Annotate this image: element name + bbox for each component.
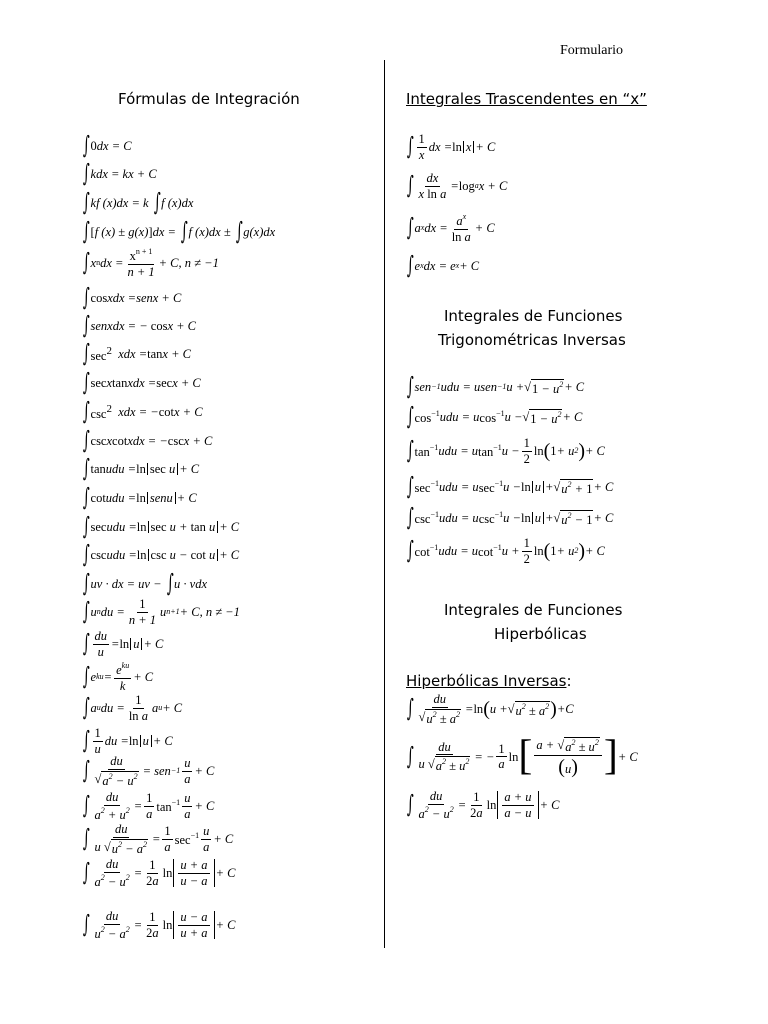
hyperbolic-inverse-title-text: Hiperbólicas Inversas	[406, 672, 567, 690]
formula-20: ∫ a u du = $\frac{1}{\text{ln a}}$ a u + C	[82, 693, 183, 723]
formula-19: ∫ e ku = $\frac{e^{ku}}{k}$ + C	[82, 661, 154, 693]
formula-17: ∫ u n du = $\frac{1}{n + 1}$ u n+1 + C, n ≠ −1	[82, 597, 240, 627]
formula-7: ∫ senxdx = − cos x + C	[82, 311, 197, 339]
trig-inverse-title-2: Trigonométricas Inversas	[438, 331, 626, 349]
formula-h1: ∫ du √ $u^2 \pm a^2$ = ln ( u + √ $u^2 \pm a^2$ ) +C	[406, 692, 574, 726]
hyperbolic-inverse-title	[406, 672, 572, 690]
formula-1: ∫ 0 dx = C	[82, 131, 132, 159]
formula-23: ∫ $\frac{du}{a^2 + u^2}$ = $\frac{1}{a}$ $\tan^{-1}$ $\frac{u}{a}$ + C	[82, 790, 215, 822]
formula-25: ∫ $\frac{du}{a^2 - u^2}$ = $\frac{1}{2a}$ ln $\frac{u + a}{u - a}$ + C	[82, 857, 236, 889]
formula-15: ∫ csc udu = ln csc u − cot u + C	[82, 540, 240, 568]
formula-22: ∫ du √ $a^2 - u^2$ = sen −1 $\frac{u}{a}$ + C	[82, 754, 215, 788]
formula-8: ∫ $\sec^2$ xdx = tan x + C	[82, 339, 191, 367]
formula-t3: ∫ a x dx = $\frac{a^x}{\text{ln a}}$ + C	[406, 212, 495, 244]
formula-ti2: ∫ $\cos^{-1}$ udu = u $\cos^{-1}$ u − √ $1 - u^2$ + C	[406, 402, 583, 430]
column-divider	[384, 60, 385, 948]
formula-h3: ∫ $\frac{du}{a^2 - u^2}$ = $\frac{1}{2a}$ ln $\frac{a + u}{a - u}$ + C	[406, 789, 560, 821]
formula-t4: ∫ e x dx = e x + C	[406, 251, 480, 279]
left-section-title: Fórmulas de Integración	[118, 90, 300, 108]
trig-inverse-title-1: Integrales de Funciones	[444, 307, 623, 325]
formula-18: ∫ $\frac{du}{u}$ = ln u + C	[82, 629, 164, 659]
formula-6: ∫ cos xdx =senx + C	[82, 283, 182, 311]
page-header: Formulario	[560, 43, 623, 58]
formula-ti4: ∫ $\sec^{-1}$ udu = u $\sec^{-1}$ u − ln u + √ $u^2 + 1$ + C	[406, 472, 614, 500]
formula-ti3: ∫ $\tan^{-1}$ udu = u $\tan^{-1}$ u − $\frac{1}{2}$ ln ( 1 + u 2 ) + C	[406, 436, 605, 466]
formula-16: ∫ uv · dx = uv − ∫ u · vdx	[82, 569, 208, 597]
formula-3: ∫ kf (x)dx = k ∫ f (x)dx	[82, 188, 194, 216]
formula-4: ∫ [ f (x) ± g(x) ] dx = ∫ f (x)dx ± ∫ g(x)dx	[82, 217, 276, 245]
formula-14: ∫ sec udu = ln sec u + tan u + C	[82, 512, 240, 540]
formula-12: ∫ tan udu = ln sec u + C	[82, 454, 200, 482]
formula-ti1: ∫ sen −1 udu = usen −1 u + √ $1 - u^2$ + C	[406, 372, 585, 400]
hyperbolic-title-1: Integrales de Funciones	[444, 601, 623, 619]
formula-5: ∫ x n dx = $\frac{x^{n + 1}}{n + 1}$ + C, n ≠ −1	[82, 247, 219, 279]
hyperbolic-title-2: Hiperbólicas	[494, 625, 587, 643]
hyperbolic-inverse-title-colon: :	[566, 672, 572, 690]
formula-t2: ∫ $\frac{dx}{\text{x ln a}}$ = log a x + C	[406, 171, 508, 201]
formula-h2: ∫ du u √ $a^2 \pm u^2$ = − $\frac{1}{a}$ ln [ a + √ $a^2 \pm u^2$ (u) ] + C	[406, 732, 638, 779]
formula-24: ∫ du u √ $u^2 - a^2$ = $\frac{1}{a}$ $\sec^{-1}$ $\frac{u}{a}$ + C	[82, 822, 234, 856]
formula-2: ∫ kdx = kx + C	[82, 159, 157, 187]
formula-t1: ∫ $\frac{1}{x}$ dx = ln x + C	[406, 132, 496, 162]
formula-10: ∫ $\csc^2$ xdx = − cot x + C	[82, 397, 203, 425]
formula-26: ∫ $\frac{du}{u^2 - a^2}$ = $\frac{1}{2a}$ ln $\frac{u - a}{u + a}$ + C	[82, 909, 236, 941]
formula-21: ∫ $\frac{1}{u}$ du = ln u + C	[82, 726, 173, 756]
formula-ti5: ∫ $\csc^{-1}$ udu = u $\csc^{-1}$ u − ln u + √ $u^2 - 1$ + C	[406, 503, 614, 531]
formula-9: ∫ sec x tan xdx = sec x + C	[82, 368, 201, 396]
formula-ti6: ∫ $\cot^{-1}$ udu = u $\cot^{-1}$ u + $\frac{1}{2}$ ln ( 1 + u 2 ) + C	[406, 536, 605, 566]
formula-13: ∫ cot udu = ln senu + C	[82, 483, 197, 511]
transcendental-section-title: Integrales Trascendentes en “x”	[406, 90, 647, 108]
formula-11: ∫ csc x cot xdx = − csc x + C	[82, 426, 213, 454]
